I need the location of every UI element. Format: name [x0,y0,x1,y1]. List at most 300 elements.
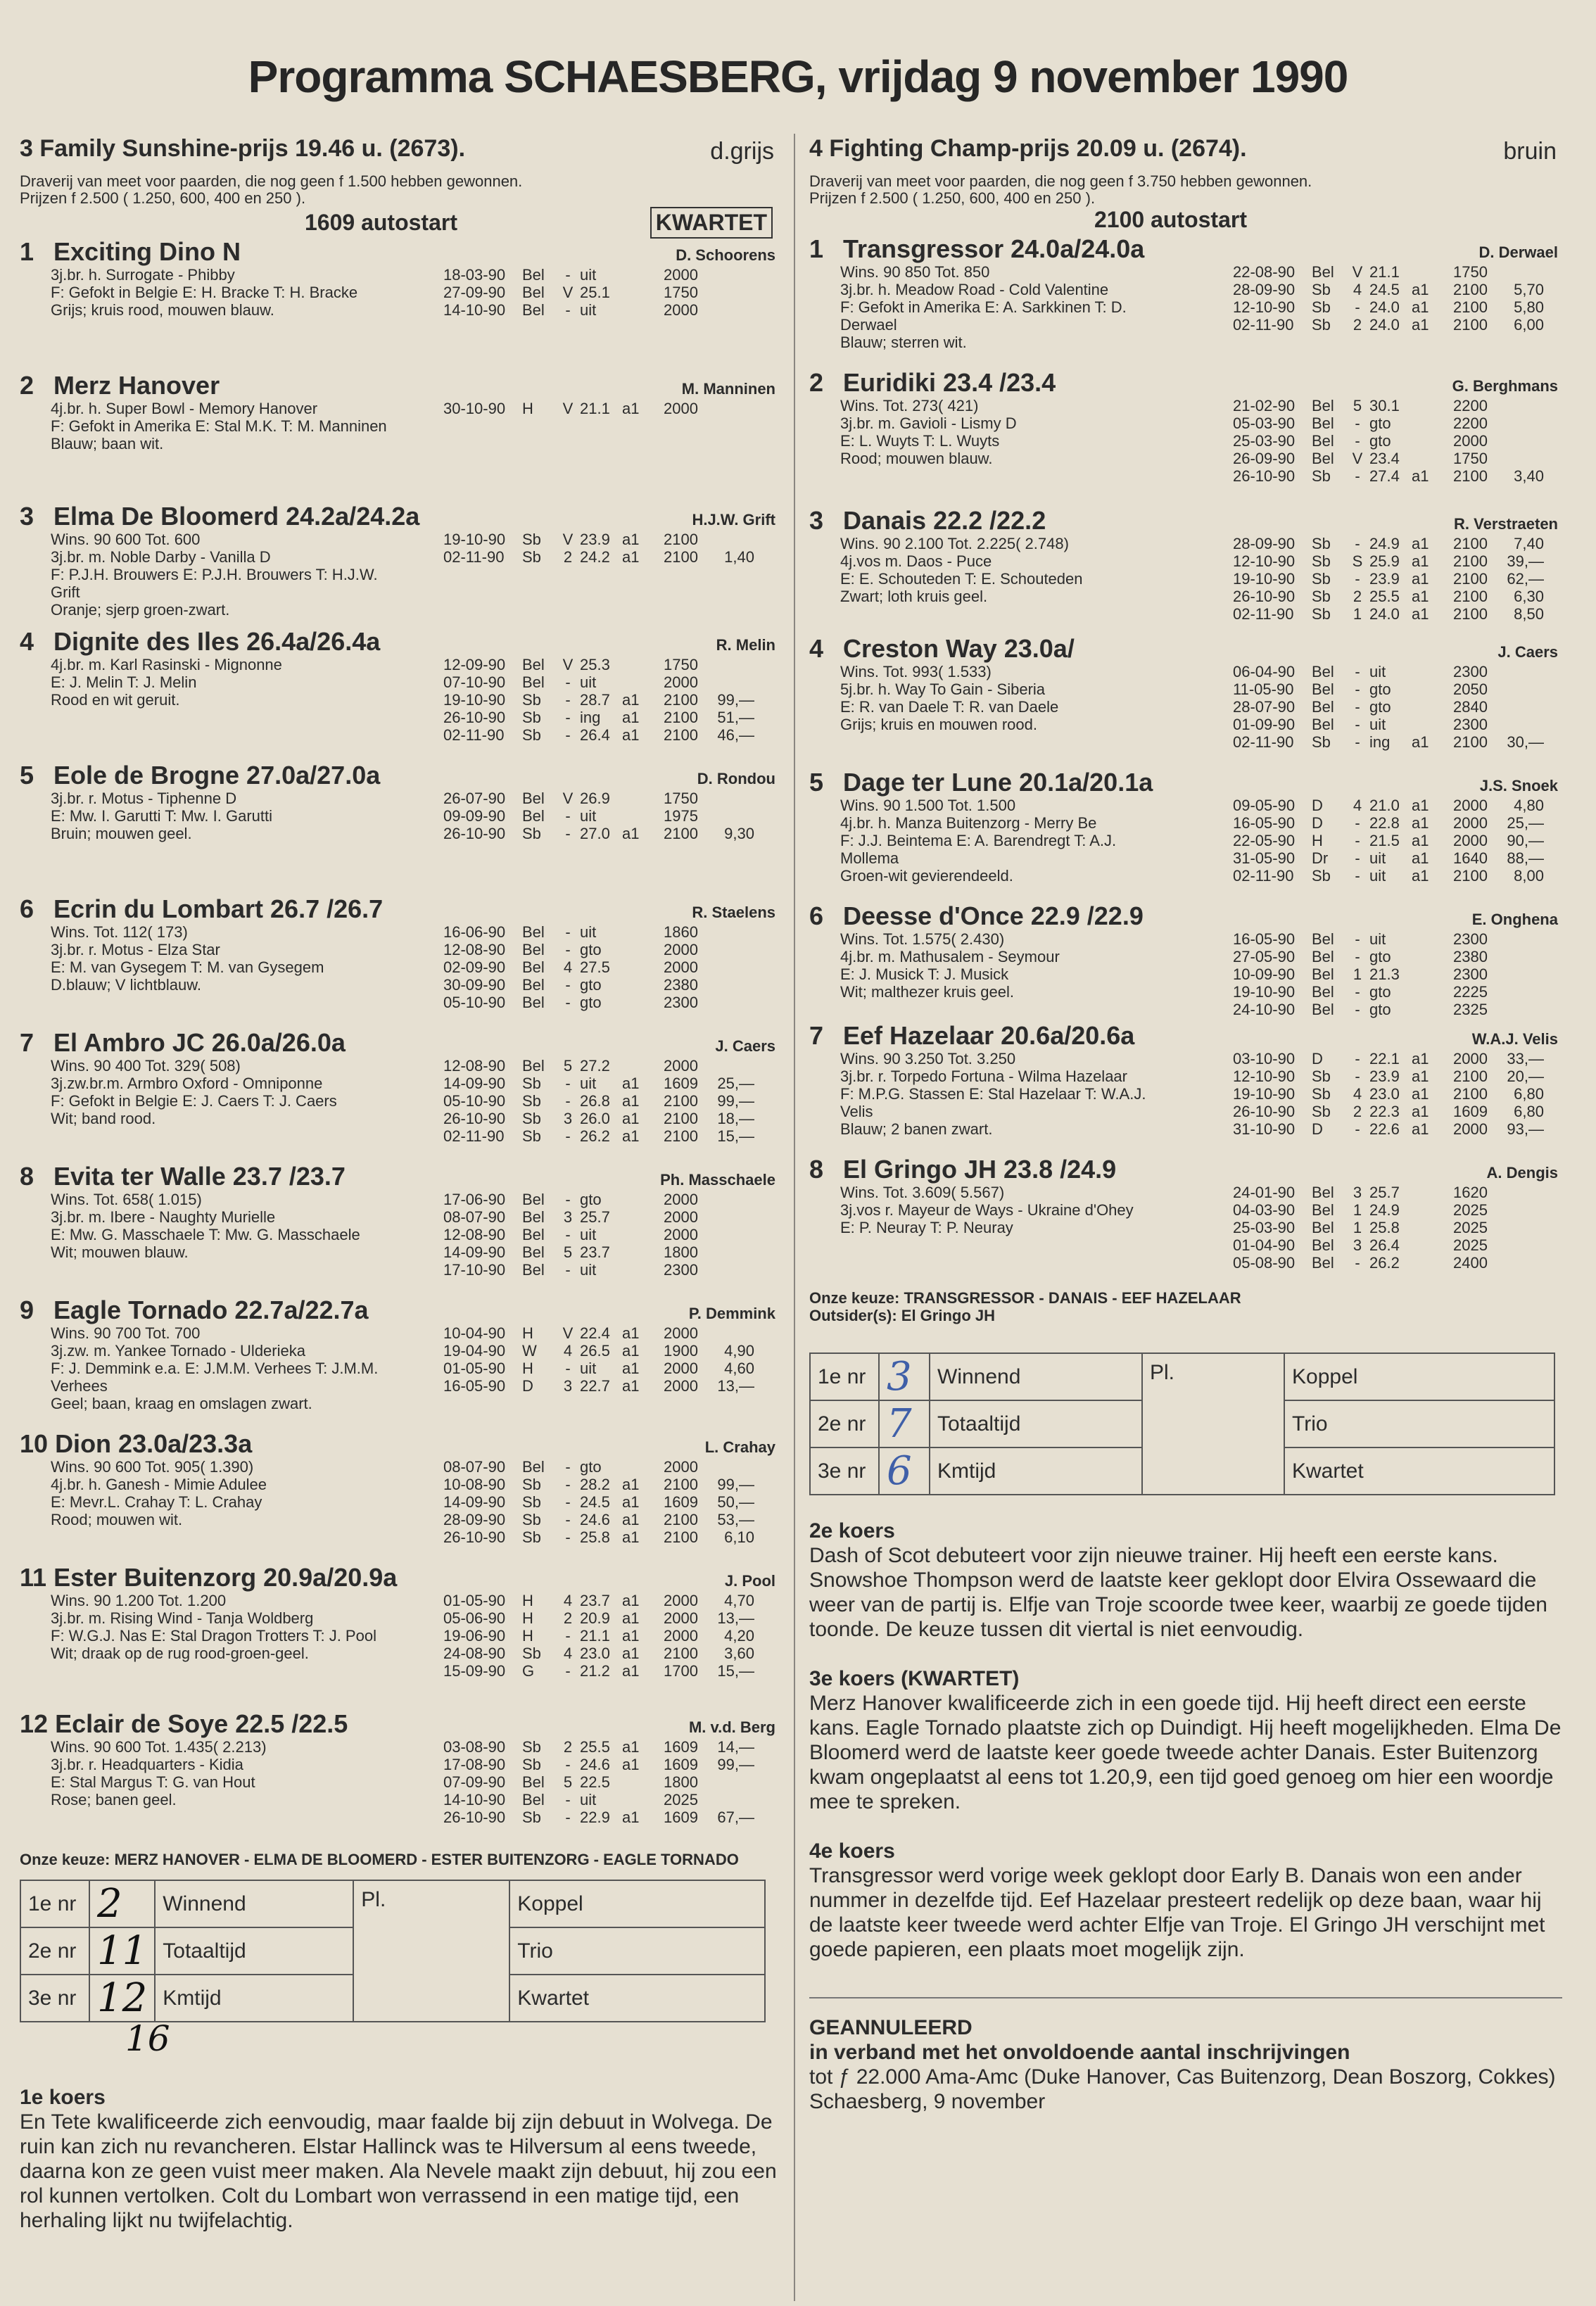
result-row [1233,965,1544,983]
result-time: 20.9 [580,1609,610,1627]
horse-number: 6 [20,894,34,923]
result-row [1233,948,1544,965]
result-place: S [1352,552,1363,570]
result-odds: 4,90 [724,1342,754,1360]
result-start: a1 [1412,1103,1429,1120]
result-place: - [1355,1001,1360,1018]
bet-table [20,1880,766,2022]
result-place: - [1355,1120,1360,1138]
result-place: - [1355,930,1360,948]
horse-info-line: Blauw; baan wit. [51,435,164,452]
result-place: 1 [1353,605,1362,623]
result-start: a1 [622,1324,640,1342]
cell-label: Pl. [353,1880,509,2022]
result-distance: 2000 [664,1377,698,1395]
horse-info [809,1184,1234,1236]
result-distance: 2100 [1453,605,1488,623]
trainer: E. Onghena [1471,911,1558,928]
horse-name: Dage ter Lune 20.1a/20.1a [843,768,1153,797]
result-row [443,825,754,842]
result-odds: 50,— [717,1493,754,1511]
results-list [443,1592,754,1680]
result-row [443,923,754,941]
result-track: Bel [522,1208,545,1226]
result-odds: 93,— [1507,1120,1544,1138]
horse-number: 5 [809,768,824,797]
result-track: Bel [1312,680,1334,698]
result-track: Sb [1312,1085,1331,1103]
handwritten-number: 6 [879,1447,930,1495]
result-place: V [1352,263,1363,281]
result-distance: 2300 [1453,930,1488,948]
result-place: 4 [1353,797,1362,814]
result-distance: 2100 [664,709,698,726]
result-place: - [565,1191,571,1208]
result-distance: 2100 [1453,733,1488,751]
row-label: 2e nr [810,1400,879,1447]
result-odds: 99,— [717,1476,754,1493]
result-row [443,1191,754,1208]
horse-number: 12 [20,1709,49,1738]
result-row [1233,716,1544,733]
result-time: 22.4 [580,1324,610,1342]
outsider: Outsider(s): El Gringo JH [809,1307,996,1324]
result-time: 22.6 [1369,1120,1400,1138]
result-track: Sb [1312,535,1331,552]
horse-entry [809,235,1562,369]
result-odds: 53,— [717,1511,754,1528]
horse-number: 1 [20,237,34,266]
horse-name: Eef Hazelaar 20.6a/20.6a [843,1021,1135,1050]
result-date: 12-08-90 [443,941,506,958]
result-distance: 2100 [1453,535,1488,552]
result-odds: 8,00 [1514,867,1544,885]
horse-info [809,1050,1234,1138]
horse-info-line: 3j.vos r. Mayeur de Ways - Ukraine d'Ohey [840,1201,1134,1219]
result-date: 22-05-90 [1233,832,1296,849]
result-track: Sb [522,709,541,726]
result-date: 26-10-90 [443,1808,506,1826]
result-place: - [1355,414,1360,432]
result-track: Sb [1312,570,1331,588]
result-place: 4 [1353,281,1362,298]
result-time: 30.1 [1369,397,1400,414]
result-row [443,1756,754,1773]
result-date: 26-07-90 [443,790,506,807]
trainer: J.S. Snoek [1479,777,1558,794]
horse-info-line: Bruin; mouwen geel. [51,825,192,842]
result-distance: 2000 [1453,432,1488,450]
horse-name: Ester Buitenzorg 20.9a/20.9a [53,1563,398,1592]
start-type: 1609 autostart [305,210,457,235]
result-row [443,548,754,566]
result-start: a1 [622,1662,640,1680]
result-track: Sb [522,548,541,566]
result-row [443,1208,754,1226]
horse-info [20,266,445,319]
horse-info-line: F: M.P.G. Stassen E: Stal Hazelaar T: W.A.J. [840,1085,1146,1103]
horse-info-line: 3j.zw.br.m. Armbro Oxford - Omniponne [51,1075,323,1092]
result-time: 24.5 [1369,281,1400,298]
result-start: a1 [1412,605,1429,623]
result-row [1233,605,1544,623]
result-date: 18-03-90 [443,266,506,284]
left-column [20,135,780,2233]
result-place: 4 [563,1592,573,1609]
result-odds: 51,— [717,709,754,726]
result-track: Bel [1312,1001,1334,1018]
horse-info [809,663,1234,733]
result-place: 2 [563,1609,573,1627]
result-row [443,284,754,301]
results-list [443,1057,754,1145]
horse-info-line: 3j.br. m. Ibere - Naughty Murielle [51,1208,276,1226]
results-list [1233,397,1544,485]
horse-info-line: Wit; draak op de rug rood-groen-geel. [51,1645,309,1662]
result-time: uit [580,301,597,319]
horse-entry [809,369,1562,507]
start-line [20,207,780,238]
column-divider [794,134,795,2301]
result-track: Bel [1312,698,1334,716]
result-distance: 2000 [664,301,698,319]
horse-info-line: Wins. Tot. 993( 1.533) [840,663,992,680]
result-row [1233,867,1544,885]
result-track: Sb [522,726,541,744]
result-place: - [1355,298,1360,316]
handwritten-number: 12 [89,1975,155,2022]
result-date: 05-06-90 [443,1609,506,1627]
result-time: 23.9 [1369,570,1400,588]
result-place: - [565,1476,571,1493]
horse-entry [20,238,780,372]
trainer: A. Dengis [1486,1164,1558,1181]
trainer: D. Schoorens [676,246,775,264]
result-row [443,941,754,958]
horse-entry [20,895,780,1029]
result-time: uit [1369,849,1386,867]
race-color: bruin [1503,138,1557,165]
result-distance: 2100 [1453,867,1488,885]
result-date: 05-10-90 [443,1092,506,1110]
result-start: a1 [622,1609,640,1627]
result-start: a1 [622,1738,640,1756]
result-track: G [522,1662,535,1680]
horse-info-line: E: Mw. I. Garutti T: Mw. I. Garutti [51,807,273,825]
result-time: gto [580,976,602,994]
result-place: - [1355,983,1360,1001]
result-start: a1 [1412,832,1429,849]
result-date: 08-07-90 [443,1208,506,1226]
result-distance: 2100 [1453,1068,1488,1085]
horse-info-line: E: Mw. G. Masschaele T: Mw. G. Masschaele [51,1226,360,1243]
horse-info-line: Wins. Tot. 1.575( 2.430) [840,930,1005,948]
horse-info-line: Wins. 90 600 Tot. 1.435( 2.213) [51,1738,267,1756]
race-desc-line: Draverij van meet voor paarden, die nog geen f 3.750 hebben gewonnen. [809,172,1312,190]
result-track: D [1312,797,1323,814]
horse-name: Deesse d'Once 22.9 /22.9 [843,901,1144,930]
result-place: - [1355,1050,1360,1068]
result-odds: 67,— [717,1808,754,1826]
horse-entry [20,1430,780,1564]
horse-info-line: Derwael [840,316,897,334]
result-place: - [1355,535,1360,552]
result-row [1233,1001,1544,1018]
result-row [1233,1254,1544,1272]
horse-info-line: 3j.br. h. Meadow Road - Cold Valentine [840,281,1109,298]
result-track: D [522,1377,533,1395]
horse-entry [809,1022,1562,1155]
result-place: - [1355,849,1360,867]
result-date: 17-08-90 [443,1756,506,1773]
result-distance: 2000 [664,673,698,691]
result-odds: 6,80 [1514,1103,1544,1120]
result-time: gto [580,941,602,958]
result-track: Sb [1312,281,1331,298]
result-date: 30-09-90 [443,976,506,994]
result-date: 16-06-90 [443,923,506,941]
horse-info-line: F: Gefokt in Amerika E: A. Sarkkinen T: D. [840,298,1127,316]
annul-title: GEANNULEERD [809,2016,973,2039]
horse-info-line: Wins. 90 1.200 Tot. 1.200 [51,1592,227,1609]
result-odds: 90,— [1507,832,1544,849]
race-header [20,135,780,169]
result-distance: 2000 [664,1208,698,1226]
result-time: 26.4 [1369,1236,1400,1254]
horse-info-line: 3j.br. r. Torpedo Fortuna - Wilma Hazelaar [840,1068,1127,1085]
result-distance: 1800 [664,1243,698,1261]
result-track: Bel [1312,1184,1334,1201]
result-track: Sb [1312,1068,1331,1085]
result-place: V [562,790,574,807]
horse-name: Ecrin du Lombart 26.7 /26.7 [53,894,384,923]
result-odds: 88,— [1507,849,1544,867]
result-start: a1 [622,1360,640,1377]
result-time: gto [1369,1001,1391,1018]
result-place: - [565,1458,571,1476]
result-track: Bel [522,958,545,976]
cell-label: Totaaltijd [930,1400,1142,1447]
result-place: - [1355,663,1360,680]
result-distance: 2000 [664,1592,698,1609]
horse-name: El Gringo JH 23.8 /24.9 [843,1155,1117,1184]
result-date: 02-09-90 [443,958,506,976]
horse-info-line: Rood; mouwen blauw. [840,450,993,467]
result-track: Sb [1312,588,1331,605]
result-distance: 2400 [1453,1254,1488,1272]
result-time: ing [580,709,601,726]
result-date: 14-09-90 [443,1493,506,1511]
result-distance: 2840 [1453,698,1488,716]
result-place: V [562,656,574,673]
horse-number: 4 [20,627,34,656]
result-track: Sb [1312,733,1331,751]
result-row [1233,930,1544,948]
horse-info [20,1191,445,1261]
horse-info-line: Rood en wit geruit. [51,691,180,709]
result-odds: 8,50 [1514,605,1544,623]
separator [809,1997,1562,1998]
result-distance: 2100 [664,1511,698,1528]
result-time: 22.8 [1369,814,1400,832]
result-date: 26-09-90 [1233,450,1296,467]
result-place: - [1355,733,1360,751]
result-place: - [565,709,571,726]
result-odds: 15,— [717,1127,754,1145]
horse-info [809,397,1234,467]
horse-name-line [809,902,1562,930]
horse-info-line: Wins. 90 600 Tot. 905( 1.390) [51,1458,254,1476]
horse-list [20,238,780,1848]
trainer: M. v.d. Berg [688,1718,775,1736]
cell-label: Koppel [1284,1353,1554,1400]
result-row [443,1662,754,1680]
cell-label: Winnend [930,1353,1142,1400]
result-start: a1 [1412,535,1429,552]
result-place: 4 [1353,1085,1362,1103]
horse-name-line [20,1564,780,1592]
result-place: 3 [1353,1184,1362,1201]
horse-info-line: 3j.br. m. Noble Darby - Vanilla D [51,548,271,566]
result-place: - [565,1226,571,1243]
results-list [1233,930,1544,1018]
result-distance: 2300 [664,994,698,1011]
result-place: 4 [563,1342,573,1360]
result-date: 04-03-90 [1233,1201,1296,1219]
result-distance: 2380 [1453,948,1488,965]
horse-info [20,1324,445,1412]
result-time: 22.3 [1369,1103,1400,1120]
result-odds: 6,30 [1514,588,1544,605]
result-time: 22.1 [1369,1050,1400,1068]
result-time: 25.8 [580,1528,610,1546]
result-odds: 18,— [717,1110,754,1127]
result-row [1233,663,1544,680]
result-start: a1 [622,709,640,726]
result-start: a1 [1412,570,1429,588]
result-place: V [562,531,574,548]
horse-info [20,1738,445,1808]
result-track: Sb [522,1092,541,1110]
result-track: H [522,1627,533,1645]
horse-name-line [20,502,780,531]
result-track: Sb [522,1645,541,1662]
results-list [443,400,754,417]
result-time: uit [1369,716,1386,733]
horse-number: 8 [809,1155,824,1184]
result-date: 31-05-90 [1233,849,1296,867]
race-title: 3 Family Sunshine-prijs 19.46 u. (2673). [20,135,466,162]
result-distance: 1750 [664,790,698,807]
result-time: 23.7 [580,1592,610,1609]
result-time: 24.5 [580,1493,610,1511]
result-time: 21.5 [1369,832,1400,849]
cell-label: Winnend [155,1880,353,1927]
koers-title: 3e koers (KWARTET) [809,1667,1020,1690]
horse-info-line: Wins. 90 400 Tot. 329( 508) [51,1057,241,1075]
result-start: a1 [622,548,640,566]
result-date: 28-07-90 [1233,698,1296,716]
race-desc-line: Prijzen f 2.500 ( 1.250, 600, 400 en 250 ). [809,189,1096,207]
result-track: Bel [522,1057,545,1075]
result-date: 01-05-90 [443,1360,506,1377]
result-date: 10-09-90 [1233,965,1296,983]
result-place: 2 [1353,316,1362,334]
result-time: uit [580,1075,597,1092]
result-track: Bel [522,923,545,941]
result-time: 24.6 [580,1511,610,1528]
result-place: - [1355,867,1360,885]
result-time: 22.5 [580,1773,610,1791]
result-distance: 1640 [1453,849,1488,867]
result-time: 23.4 [1369,450,1400,467]
result-date: 02-11-90 [1233,605,1294,623]
result-row [1233,1219,1544,1236]
result-time: 26.0 [580,1110,610,1127]
result-track: Sb [522,1110,541,1127]
result-date: 09-09-90 [443,807,506,825]
horse-name-line [20,1029,780,1057]
horse-number: 2 [20,371,34,400]
result-date: 27-09-90 [443,284,506,301]
result-place: - [565,1092,571,1110]
result-place: - [565,301,571,319]
result-start: a1 [622,1476,640,1493]
result-date: 05-03-90 [1233,414,1296,432]
result-time: 24.9 [1369,535,1400,552]
result-odds: 33,— [1507,1050,1544,1068]
race-title: 4 Fighting Champ-prijs 20.09 u. (2674). [809,135,1247,162]
result-row [1233,1120,1544,1138]
result-track: Bel [522,284,545,301]
result-distance: 2000 [664,1609,698,1627]
horse-info-line: Grijs; kruis rood, mouwen blauw. [51,301,274,319]
result-date: 03-08-90 [443,1738,506,1756]
result-date: 08-07-90 [443,1458,506,1476]
horse-name: Eole de Brogne 27.0a/27.0a [53,761,381,790]
result-date: 11-05-90 [1233,680,1294,698]
result-date: 19-06-90 [443,1627,506,1645]
result-date: 15-09-90 [443,1662,506,1680]
result-row [1233,983,1544,1001]
result-time: 26.9 [580,790,610,807]
result-start: a1 [622,400,640,417]
koers-text: En Tete kwalificeerde zich eenvoudig, maar faalde bij zijn debuut in Wolvega. De ruin kan zich nu revancheren. Elstar Hallinck was te Hilversum al eens tweede, daarna kon ze geen vuist meer maken. Ala Nevele maakt zijn debuut, hij zou een rol kunnen vertolken. Colt du Lombart won verrassend in een matige tijd, een herhaling lijkt nu twijfelachtig. [20,2110,777,2232]
result-start: a1 [1412,1050,1429,1068]
horse-name: Euridiki 23.4 /23.4 [843,368,1056,397]
result-track: Bel [1312,414,1334,432]
result-date: 16-05-90 [1233,930,1296,948]
result-time: gto [580,1458,602,1476]
result-distance: 2000 [664,1360,698,1377]
horse-info-line: Oranje; sjerp groen-zwart. [51,601,230,619]
result-distance: 2100 [1453,316,1488,334]
trainer: R. Staelens [692,904,775,921]
result-date: 31-10-90 [1233,1120,1296,1138]
result-time: 24.0 [1369,298,1400,316]
result-place: - [565,1528,571,1546]
results-list [443,1738,754,1826]
results-list [443,1191,754,1279]
result-distance: 2000 [1453,1120,1488,1138]
result-time: 25.5 [580,1738,610,1756]
result-track: Sb [522,691,541,709]
horse-info-line: 3j.br. h. Surrogate - Phibby [51,266,235,284]
result-distance: 2300 [1453,716,1488,733]
koers-text: Transgressor werd vorige week geklopt door Early B. Danais won een ander nummer in dezelfde tijd. Eef Hazelaar presteert redelijk op deze baan, waar hij de laatste keer tweede werd achter Elfje van Troje. El Gringo JH verschijnt met goede papieren, een plaats moet mogelijk zijn. [809,1864,1545,1961]
result-distance: 2000 [664,1057,698,1075]
result-distance: 1750 [1453,263,1488,281]
